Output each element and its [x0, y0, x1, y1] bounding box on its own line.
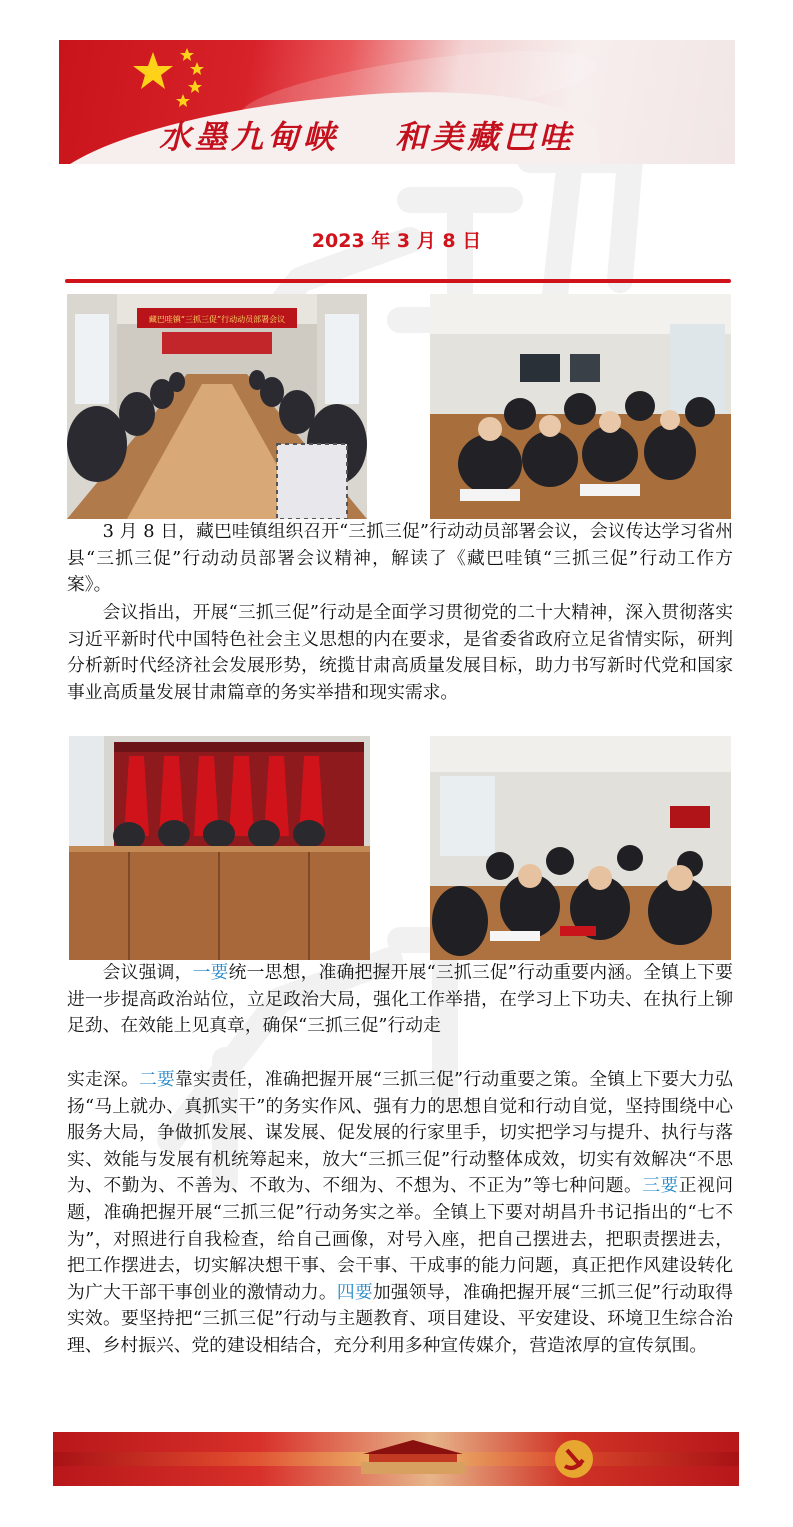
- party-emblem-icon: [553, 1438, 595, 1480]
- footer-banner: [53, 1432, 739, 1486]
- point-one-label: 一要: [192, 962, 229, 983]
- meeting-photo-rostrum: [69, 736, 370, 960]
- point-two-label: 二要: [138, 1069, 175, 1090]
- point-four-label: 四要: [336, 1281, 373, 1303]
- banner-title-left: 水墨九甸峡: [159, 118, 340, 156]
- paragraph-emphasis-lead: 会议强调，: [102, 962, 193, 983]
- continuation-lead: 实走深。: [67, 1069, 139, 1090]
- point-three-label: 三要: [642, 1175, 679, 1197]
- meeting-photo-audience: [430, 736, 731, 960]
- point-four-text: 加强领导，准确把握开展“三抓三促”行动取得实效。要坚持把“三抓三促”行动与主题教育、项目建设、平安建设、环境卫生综合治理、乡村振兴、党的建设相结合，充分利用多种宣传媒介，营造浓厚的宣传氛围。: [67, 1281, 733, 1356]
- point-three-text: 正视问题，准确把握开展“三抓三促”行动务实之举。全镇上下要对胡昌升书记指出的“七不为”，对照进行自我检查，给自己画像，对号入座，把自己摆进去，把职责摆进去，把工作摆进去，切实解决想干事、会干事、干成事的能力问题，真正把作风建设转化为广大干部干事创业的激情动力。: [67, 1175, 733, 1303]
- red-divider: [65, 279, 731, 283]
- meeting-photo-hall: [67, 294, 367, 519]
- paragraph-intro: 3 月 8 日，藏巴哇镇组织召开“三抓三促”行动动员部署会议，会议传达学习省州县“三抓三促”行动动员部署会议精神，解读了《藏巴哇镇“三抓三促”行动工作方案》。: [67, 521, 733, 596]
- paragraph-emphasis: [67, 960, 733, 1040]
- header-banner: [59, 40, 735, 164]
- flag-stars-icon: [131, 44, 221, 114]
- article-date: 2023 年 3 月 8 日: [311, 230, 482, 252]
- banner-title-right: 和美藏巴哇: [395, 118, 576, 156]
- tiananmen-gate-icon: [353, 1436, 473, 1476]
- point-two-text: 靠实责任，准确把握开展“三抓三促”行动重要之策。全镇上下要大力弘扬“马上就办、真抓实干”的务实作风、强有力的思想自觉和行动自觉，坚持围绕中心服务大局，争做抓发展、谋发展、促发展的行家里手，切实把学习与提升、执行与落实、效能与发展有机统筹起来，放大“三抓三促”行动整体成效，切实有效解决“不思为、不勤为、不善为、不敢为、不细为、不想为、不正为”等七种问题。: [67, 1069, 733, 1197]
- photo-banner-text: 藏巴哇镇“三抓三促”行动动员部署会议: [148, 315, 286, 324]
- paragraph-meeting-points: 会议指出，开展“三抓三促”行动是全面学习贯彻党的二十大精神，深入贯彻落实习近平新时代中国特色社会主义思想的内在要求，是省委省政府立足省情实际，研判分析新时代经济社会发展形势，统揽甘肃高质量发展目标，助力书写新时代党和国家事业高质量发展甘肃篇章的务实举措和现实需求。: [67, 602, 733, 703]
- paragraph-continuation: [67, 1067, 733, 1360]
- banner-title: [159, 112, 575, 158]
- meeting-photo-attendees: [430, 294, 731, 519]
- point-one-text: 统一思想，准确把握开展“三抓三促”行动重要内涵。全镇上下要进一步提高政治站位，立足政治大局，强化工作举措，在学习上下功夫、在执行上铆足劲、在效能上见真章，确保“三抓三促”行动走: [67, 962, 733, 1037]
